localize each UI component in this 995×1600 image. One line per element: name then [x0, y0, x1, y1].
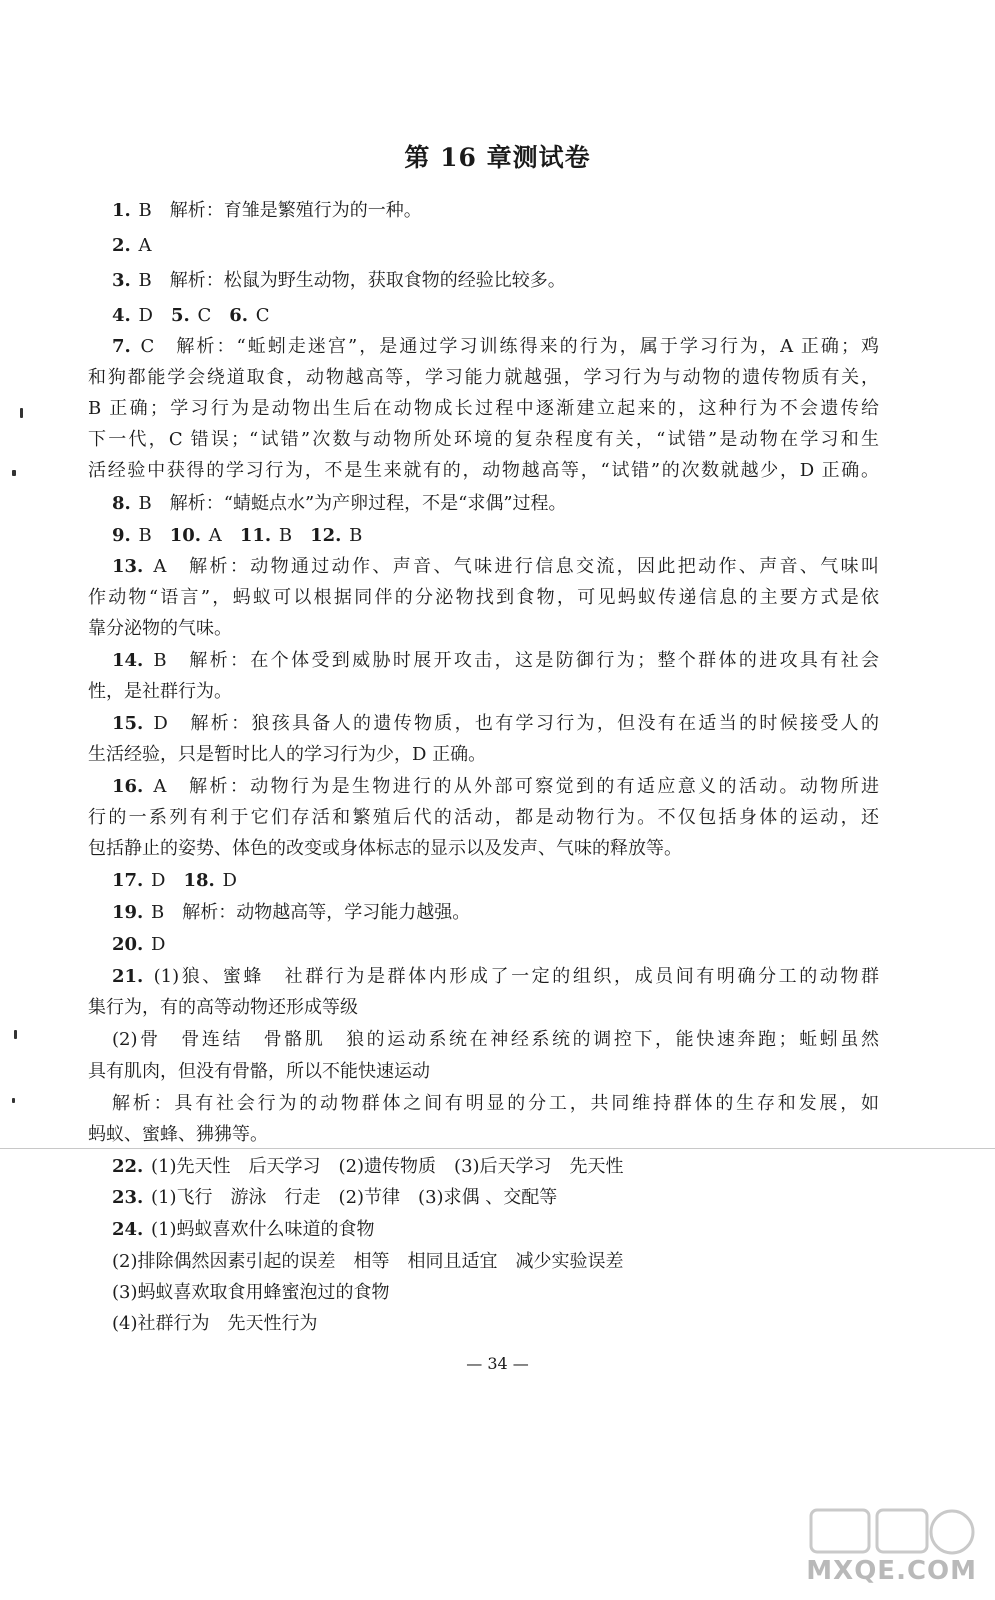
scan-speck [14, 1030, 17, 1039]
question-number: 2. [112, 235, 131, 256]
answer-text: (1)蚂蚁喜欢什么味道的食物 [145, 1219, 375, 1240]
question-number: 9. [112, 525, 131, 546]
answer-text: D 解析：狼孩具备人的遗传物质，也有学习行为，但没有在适当的时候接受人的 [145, 713, 879, 734]
page-number: — 34 — [466, 1354, 529, 1373]
answer-line [88, 397, 879, 421]
question-number: 11. [239, 525, 272, 546]
answer-line [112, 965, 879, 989]
answer-text: (2)骨 骨连结 骨骼肌 狼的运动系统在神经系统的调控下，能快速奔跑；蚯蚓虽然 [112, 1029, 879, 1050]
answer-text: A [203, 525, 240, 546]
scan-speck [20, 408, 23, 418]
answer-text: 蚂蚁、蜜蜂、狒狒等。 [88, 1124, 268, 1145]
answer-text: (1)飞行 游泳 行走 (2)节律 (3)求偶 、交配等 [145, 1187, 558, 1208]
answer-text: D [145, 870, 184, 891]
answer-line [112, 869, 912, 893]
answer-line [88, 996, 888, 1020]
answer-text: B [132, 525, 170, 546]
answer-line [112, 1312, 912, 1336]
answer-line [112, 1092, 879, 1116]
question-number: 18. [183, 870, 215, 891]
question-number: 10. [169, 525, 202, 546]
question-number: 1. [112, 200, 131, 221]
answer-text: C 解析：“蚯蚓走迷宫”，是通过学习训练得来的行为，属于学习行为，A 正确；鸡 [132, 336, 879, 357]
answer-line [88, 837, 888, 861]
answer-text: B 解析：“蜻蜓点水”为产卵过程，不是“求偶”过程。 [132, 493, 567, 514]
answer-line [112, 304, 912, 328]
answer-line [112, 555, 879, 579]
answer-text: A [132, 235, 152, 256]
answer-line [112, 1250, 912, 1274]
answer-line [88, 680, 888, 704]
question-number: 4. [112, 305, 131, 326]
answer-line [112, 1155, 912, 1179]
answer-text: 包括静止的姿势、体色的改变或身体标志的显示以及发声、气味的释放等。 [88, 838, 682, 859]
answer-text: 集行为，有的高等动物还形成等级 [88, 997, 358, 1018]
answer-text: B 解析：松鼠为野生动物，获取食物的经验比较多。 [132, 270, 566, 291]
scan-speck [12, 1098, 15, 1103]
answer-line [88, 428, 879, 452]
answer-text: B [343, 525, 363, 546]
answer-text: B 解析：动物越高等，学习能力越强。 [145, 902, 471, 923]
question-number: 22. [112, 1156, 144, 1177]
question-number: 12. [310, 525, 342, 546]
question-number: 16. [112, 776, 144, 797]
answer-text: A 解析：动物通过动作、声音、气味进行信息交流，因此把动作、声音、气味叫 [145, 556, 879, 577]
answer-line [112, 901, 912, 925]
page-title: 第 16 章测试卷 [404, 143, 591, 172]
answer-text: (1)狼、蜜蜂 社群行为是群体内形成了一定的组织，成员间有明确分工的动物群 [145, 966, 879, 987]
answer-line [112, 649, 879, 673]
answer-text: (2)排除偶然因素引起的误差 相等 相同且适宜 减少实验误差 [112, 1251, 624, 1272]
answer-text: C [191, 305, 230, 326]
fold-divider [0, 1148, 995, 1149]
answer-line [112, 199, 912, 223]
answer-line [88, 459, 879, 483]
answer-line [88, 1060, 888, 1084]
answer-text: 靠分泌物的气味。 [88, 618, 232, 639]
answer-line [112, 1028, 879, 1052]
answer-line [112, 1186, 912, 1210]
question-number: 14. [112, 650, 144, 671]
answer-line [88, 617, 888, 641]
answer-line [112, 775, 879, 799]
answer-text: B 解析：育雏是繁殖行为的一种。 [132, 200, 422, 221]
answer-line [88, 366, 879, 390]
answer-line [112, 269, 912, 293]
answer-text: D [216, 870, 237, 891]
question-number: 13. [112, 556, 144, 577]
answer-line [112, 524, 912, 548]
answer-text: 性，是社群行为。 [88, 681, 232, 702]
answer-text: B 解析：在个体受到威胁时展开攻击，这是防御行为；整个群体的进攻具有社会 [145, 650, 879, 671]
answer-line [112, 1281, 912, 1305]
question-number: 7. [112, 336, 131, 357]
answer-text: 作动物“语言”，蚂蚁可以根据同伴的分泌物找到食物，可见蚂蚁传递信息的主要方式是依 [88, 587, 879, 608]
answer-text: 下一代，C 错误；“试错”次数与动物所处环境的复杂程度有关，“试错”是动物在学习和生 [88, 429, 879, 450]
answer-line [112, 1218, 912, 1242]
answer-text: 具有肌肉，但没有骨骼，所以不能快速运动 [88, 1061, 430, 1082]
scan-speck [12, 470, 16, 476]
answer-text: 解析：具有社会行为的动物群体之间有明显的分工，共同维持群体的生存和发展，如 [112, 1093, 879, 1114]
answer-text: 活经验中获得的学习行为，不是生来就有的，动物越高等，“试错”的次数就越少，D 正确。 [88, 460, 879, 481]
question-number: 6. [229, 305, 249, 326]
answer-line [88, 806, 879, 830]
watermark-text: MXQE.COM [806, 1556, 977, 1586]
question-number: 15. [112, 713, 144, 734]
answer-text: A 解析：动物行为是生物进行的从外部可察觉到的有适应意义的活动。动物所进 [145, 776, 879, 797]
question-number: 20. [112, 934, 144, 955]
question-number: 19. [112, 902, 144, 923]
answer-line [112, 335, 879, 359]
answer-line [112, 712, 879, 736]
question-number: 8. [112, 493, 131, 514]
question-number: 17. [112, 870, 144, 891]
question-number: 24. [112, 1219, 144, 1240]
watermark-logo [807, 1506, 977, 1586]
answer-text: (4)社群行为 先天性行为 [112, 1313, 318, 1334]
answer-line [88, 586, 879, 610]
answer-text: B 正确；学习行为是动物出生后在动物成长过程中逐渐建立起来的，这种行为不会遗传给 [88, 398, 879, 419]
answer-text: D [132, 305, 171, 326]
answer-text: D [145, 934, 166, 955]
question-number: 21. [112, 966, 144, 987]
question-number: 23. [112, 1187, 144, 1208]
answer-text: C [250, 305, 270, 326]
answer-line [88, 743, 888, 767]
answer-line [112, 234, 912, 258]
answer-text: B [273, 525, 311, 546]
answer-line [112, 492, 912, 516]
question-number: 5. [170, 305, 190, 326]
answer-line [112, 933, 912, 957]
answer-text: (3)蚂蚁喜欢取食用蜂蜜泡过的食物 [112, 1282, 390, 1303]
answer-line [88, 1123, 888, 1147]
answer-text: 和狗都能学会绕道取食，动物越高等，学习能力就越强，学习行为与动物的遗传物质有关， [88, 367, 879, 388]
answer-text: 行的一系列有利于它们存活和繁殖后代的活动，都是动物行为。不仅包括身体的运动，还 [88, 807, 879, 828]
answer-text: (1)先天性 后天学习 (2)遗传物质 (3)后天学习 先天性 [145, 1156, 624, 1177]
answer-text: 生活经验，只是暂时比人的学习行为少，D 正确。 [88, 744, 487, 765]
question-number: 3. [112, 270, 131, 291]
